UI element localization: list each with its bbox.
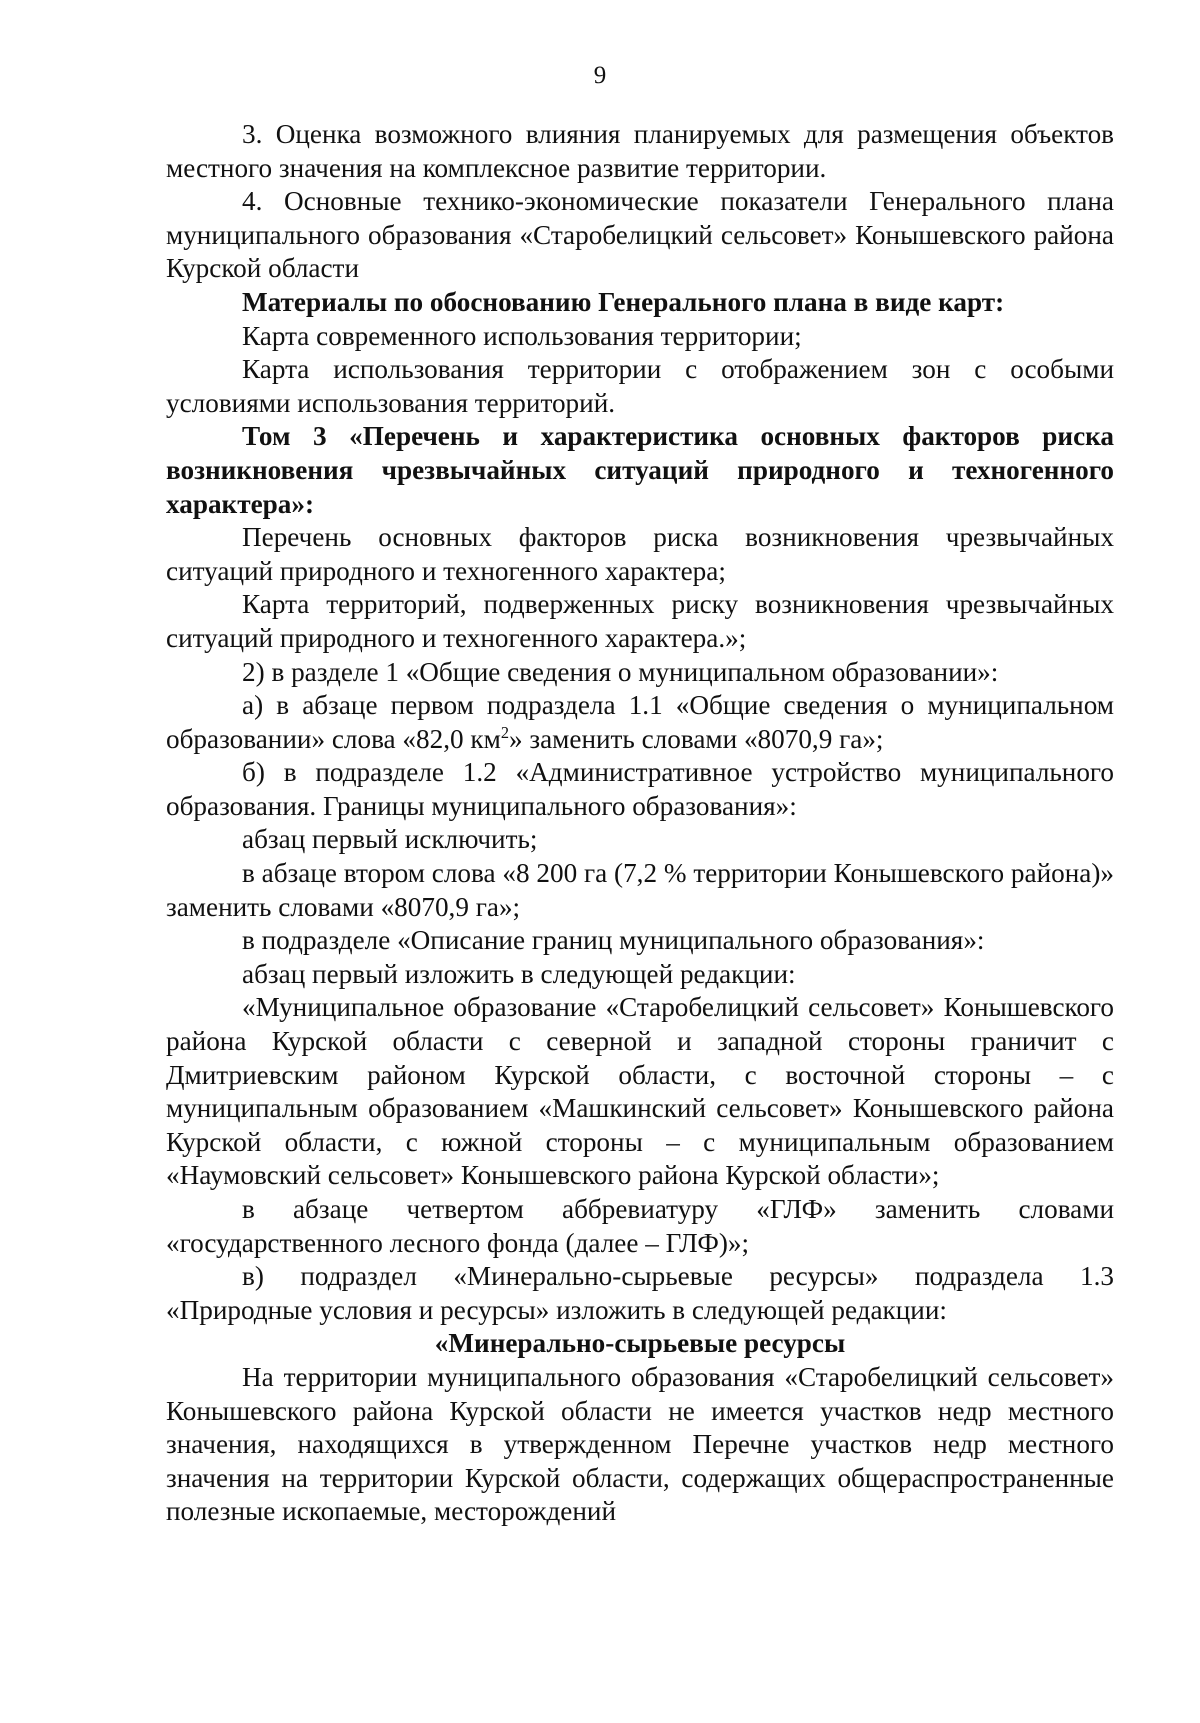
paragraph-risk-map: Карта территорий, подверженных риску возникновения чрезвычайных ситуаций природного и техногенного характера.»; [166, 589, 1114, 653]
paragraph-new-wording: абзац первый изложить в следующей редакции: [242, 958, 796, 989]
paragraph-municipality-borders: «Муниципальное образование «Старобелицкий сельсовет» Конышевского района Курской области с северной и западной стороны граничит с Дмитриевским районом Курской области, с восточной стороны – с муниципальным образованием «Машкинский сельсовет» Конышевского района Курской области, с южной стороны – с муниципальным образованием «Наумовский сельсовет» Конышевского района Курской области»; [166, 992, 1114, 1191]
paragraph-indicators: 4. Основные технико-экономические показатели Генерального плана муниципального образования «Старобелицкий сельсовет» Конышевского района Курской области [166, 186, 1114, 284]
paragraph-subsection-1-1 [166, 689, 1114, 756]
paragraph-exclude-first: абзац первый исключить; [242, 824, 538, 855]
heading-materials-maps: Материалы по обоснованию Генерального плана в виде карт: [242, 286, 1005, 317]
document-body [166, 118, 1114, 1529]
paragraph-zones-map: Карта использования территории с отображением зон с особыми условиями использования территорий. [166, 354, 1114, 418]
paragraph-borders-subsection: в подразделе «Описание границ муниципального образования»: [242, 925, 985, 956]
paragraph-glf-abbreviation: в абзаце четвертом аббревиатуру «ГЛФ» заменить словами «государственного лесного фонда (далее – ГЛФ)»; [166, 1194, 1114, 1258]
paragraph-subsection-1-1-text: а) в абзаце первом подраздела 1.1 «Общие сведения о муниципальном образовании» слова «82,0 км [166, 690, 1114, 754]
paragraph-section-1: 2) в разделе 1 «Общие сведения о муниципальном образовании»: [242, 656, 999, 687]
paragraph-second-paragraph: в абзаце втором слова «8 200 га (7,2 % территории Конышевского района)» заменить словами «8070,9 га»; [166, 858, 1114, 922]
paragraph-subsection-1-2: б) в подразделе 1.2 «Административное устройство муниципального образования. Границы муниципального образования»: [166, 757, 1114, 821]
heading-volume-3: Том 3 «Перечень и характеристика основных факторов риска возникновения чрезвычайных ситуаций природного и техногенного характера»: [166, 421, 1114, 519]
paragraph-subsection-1-1-rest: » заменить словами «8070,9 га»; [508, 723, 884, 754]
page-number: 9 [593, 62, 607, 89]
superscript: 2 [500, 722, 509, 742]
paragraph-mineral-text: На территории муниципального образования «Старобелицкий сельсовет» Конышевского района Курской области не имеется участков недр местного значения, находящихся в утвержденном Перечне участков недр местного значения на территории Курской области, содержащих общераспространенные полезные ископаемые, месторождений [166, 1361, 1114, 1527]
paragraph-mineral-subsection: в) подраздел «Минерально-сырьевые ресурсы» подраздела 1.3 «Природные условия и ресурсы» изложить в следующей редакции: [166, 1261, 1114, 1325]
paragraph-risk-factors: Перечень основных факторов риска возникновения чрезвычайных ситуаций природного и техногенного характера; [166, 522, 1114, 586]
heading-mineral-resources: «Минерально-сырьевые ресурсы [434, 1328, 846, 1359]
paragraph-assessment: 3. Оценка возможного влияния планируемых для размещения объектов местного значения на комплексное развитие территории. [166, 119, 1114, 183]
paragraph-current-use-map: Карта современного использования территории; [242, 320, 802, 351]
